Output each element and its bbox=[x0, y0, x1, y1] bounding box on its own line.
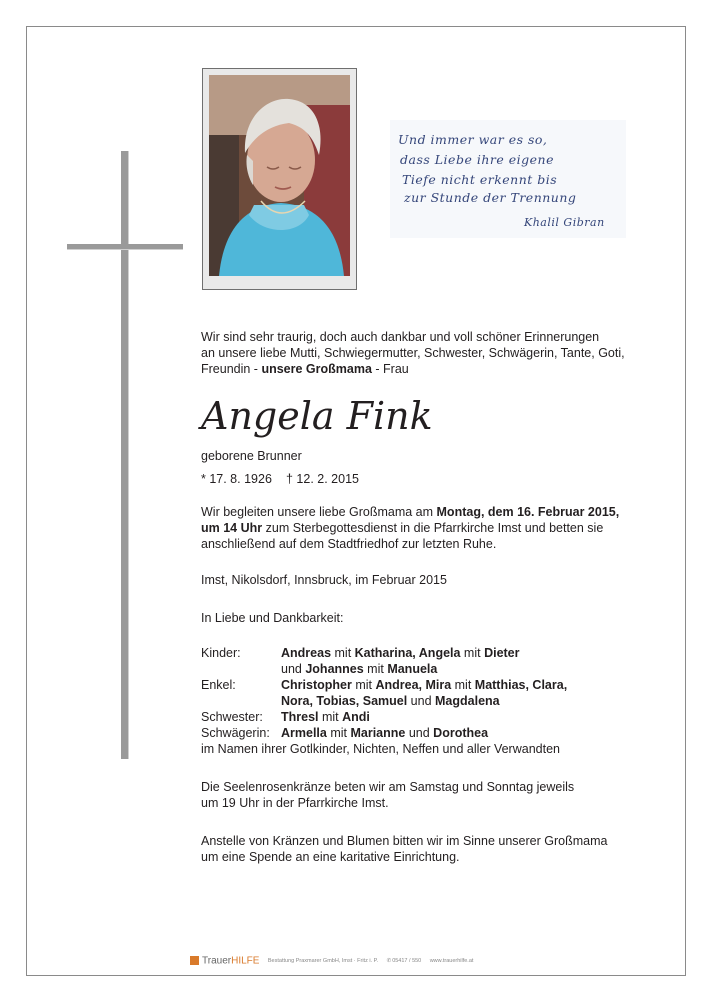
family-name: Magdalena bbox=[435, 694, 500, 708]
family-name: Andrea, Mira bbox=[375, 678, 452, 692]
family-name: Manuela bbox=[387, 662, 438, 676]
footer-web[interactable]: www.trauerhilfe.at bbox=[429, 957, 474, 964]
death-date: † 12. 2. 2015 bbox=[286, 472, 359, 486]
maiden-name: geborene Brunner bbox=[201, 449, 302, 463]
family-name: Nora, Tobias, Samuel bbox=[281, 694, 408, 708]
footer-brand bbox=[202, 955, 259, 966]
quote-line-4: zur Stunde der Trennung bbox=[404, 190, 577, 205]
donation-line-2: um eine Spende an eine karitative Einrichtung. bbox=[201, 850, 460, 864]
family-label-kinder: Kinder: bbox=[201, 646, 241, 660]
quote-line-1: Und immer war es so, bbox=[398, 132, 548, 147]
family-name: Andi bbox=[342, 710, 370, 724]
family-conj: mit bbox=[363, 662, 388, 676]
portrait-photo bbox=[209, 75, 350, 276]
phone-icon: ✆ bbox=[386, 957, 392, 964]
in-love-heading: In Liebe und Dankbarkeit: bbox=[201, 611, 344, 625]
family-conj: mit bbox=[460, 646, 485, 660]
footer bbox=[190, 952, 473, 966]
family-name: Andreas bbox=[281, 646, 332, 660]
intro-line-2: an unsere liebe Mutti, Schwiegermutter, Schwester, Schwägerin, Tante, Goti, bbox=[201, 346, 625, 360]
family-others: im Namen ihrer Gotlkinder, Nichten, Neffen und aller Verwandten bbox=[201, 742, 560, 756]
family-conj: mit bbox=[326, 726, 351, 740]
family-name: Katharina, Angela bbox=[354, 646, 461, 660]
family-conj: und bbox=[407, 694, 436, 708]
place-and-date: Imst, Nikolsdorf, Innsbruck, im Februar 2015 bbox=[201, 573, 447, 587]
family-conj: mit bbox=[331, 646, 355, 660]
ceremony-time-bold: um 14 Uhr bbox=[201, 521, 263, 535]
family-conj: und bbox=[281, 662, 306, 676]
birth-date: * 17. 8. 1926 bbox=[201, 472, 272, 486]
portrait-photo-frame bbox=[202, 68, 357, 290]
family-name: Marianne bbox=[350, 726, 406, 740]
handwritten-quote bbox=[390, 120, 626, 238]
footer-brand-a: Trauer bbox=[202, 955, 232, 967]
deceased-name: Angela Fink bbox=[201, 394, 433, 438]
ceremony-line-3: anschließend auf dem Stadtfriedhof zur letzten Ruhe. bbox=[201, 537, 497, 551]
footer-company: Bestattung Praxmarer GmbH, Imst · Fritz i. P. bbox=[267, 957, 379, 964]
trauerhilfe-logo-icon bbox=[190, 956, 199, 965]
family-conj: mit bbox=[451, 678, 475, 692]
intro-line-1: Wir sind sehr traurig, doch auch dankbar und voll schöner Erinnerungen bbox=[201, 330, 600, 344]
donation-line-1: Anstelle von Kränzen und Blumen bitten wir im Sinne unserer Großmama bbox=[201, 834, 608, 848]
family-name: Matthias, Clara, bbox=[474, 678, 568, 692]
portrait-image bbox=[209, 75, 350, 276]
ceremony-line-2 bbox=[201, 520, 603, 536]
family-name: Armella bbox=[281, 726, 327, 740]
quote-line-3: Tiefe nicht erkennt bis bbox=[402, 172, 558, 187]
family-label-schwaegerin: Schwägerin: bbox=[201, 726, 270, 740]
cross-vertical-beam bbox=[121, 151, 129, 759]
family-name: Dorothea bbox=[433, 726, 489, 740]
family-name: Thresl bbox=[281, 710, 319, 724]
ceremony-line-2-rest: zum Sterbegottesdienst in die Pfarrkirche Imst und betten sie bbox=[262, 521, 604, 535]
intro-line-3-start: Freundin - bbox=[201, 362, 262, 376]
family-conj: und bbox=[405, 726, 434, 740]
family-conj: mit bbox=[351, 678, 376, 692]
family-conj: mit bbox=[318, 710, 343, 724]
family-label-enkel: Enkel: bbox=[201, 678, 236, 692]
cross-horizontal-beam bbox=[67, 244, 183, 250]
rosary-line-2: um 19 Uhr in der Pfarrkirche Imst. bbox=[201, 796, 389, 810]
quote-author: Khalil Gibran bbox=[524, 216, 605, 229]
family-label-schwester: Schwester: bbox=[201, 710, 263, 724]
family-name: Christopher bbox=[281, 678, 352, 692]
ceremony-line-1 bbox=[201, 504, 619, 520]
ceremony-line-1-start: Wir begleiten unsere liebe Großmama am bbox=[201, 505, 437, 519]
intro-line-3-end: - Frau bbox=[371, 362, 409, 376]
footer-phone: 05417 / 550 bbox=[392, 957, 422, 964]
intro-line-3 bbox=[201, 361, 409, 377]
family-name: Dieter bbox=[484, 646, 520, 660]
family-name: Johannes bbox=[305, 662, 364, 676]
rosary-line-1: Die Seelenrosenkränze beten wir am Samstag und Sonntag jeweils bbox=[201, 780, 575, 794]
ceremony-date-bold: Montag, dem 16. Februar 2015, bbox=[436, 505, 620, 519]
footer-brand-b: HILFE bbox=[231, 955, 260, 967]
intro-grandma-bold: unsere Großmama bbox=[261, 362, 372, 376]
quote-line-2: dass Liebe ihre eigene bbox=[400, 152, 554, 167]
